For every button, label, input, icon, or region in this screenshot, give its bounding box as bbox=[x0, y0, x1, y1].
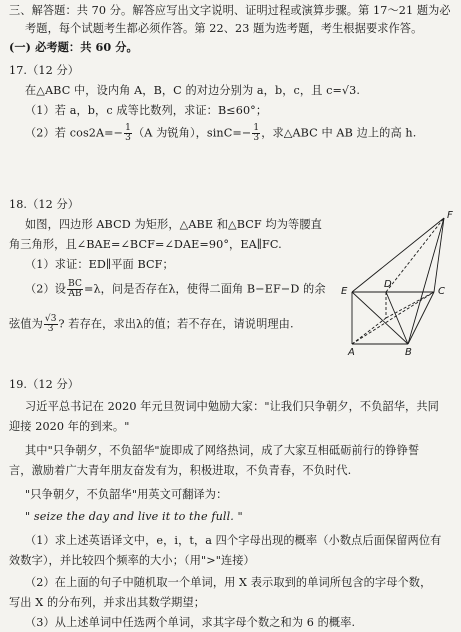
label-A: A bbox=[348, 347, 355, 358]
q18-line5-text-a: 弦值为 bbox=[9, 317, 43, 331]
frac-denominator: 3 bbox=[47, 324, 54, 334]
q18-fraction bbox=[67, 280, 83, 299]
q17-part2 bbox=[25, 124, 416, 143]
q17-fraction-2 bbox=[252, 124, 260, 143]
q19-line2: 迎接 2020 年的到来。" bbox=[9, 420, 130, 433]
label-E: E bbox=[341, 286, 348, 297]
frac-numerator: 1 bbox=[125, 123, 131, 133]
q18-line2: 角三角形，且∠BAE=∠BCF=∠DAE=90°，EA∥FC. bbox=[9, 238, 282, 251]
edge-DC-dashed bbox=[386, 292, 434, 318]
q18-part1: （1）求证：ED∥平面 BCF； bbox=[25, 258, 174, 271]
q19-part1-b: 效数字），并比较四个频率的大小；（用">"连接） bbox=[9, 554, 255, 567]
label-C: C bbox=[438, 286, 445, 297]
q19-english-phrase: " seize the day and live it to the full. " bbox=[25, 510, 243, 523]
frac-denominator: 3 bbox=[253, 133, 260, 143]
q19-line3: 其中"只争朝夕，不负韶华"旋即成了网络热词，成了大家互相砥砺前行的铮铮誓 bbox=[25, 444, 420, 457]
section-instructions-line2: 考题，每个试题考生都必须作答。第 22、23 题为选考题，考生根据要求作答。 bbox=[25, 22, 423, 35]
section-instructions-line1: 三、解答题：共 70 分。解答应写出文字说明、证明过程或演算步骤。第 17～21 题为必 bbox=[9, 4, 451, 17]
q17-part2-text-a: （2）若 cos2A=− bbox=[25, 126, 124, 140]
frac-numerator: √3 bbox=[44, 314, 57, 324]
q18-line5-text-b: ? 若存在，求出λ的值；若不存在，请说明理由. bbox=[58, 317, 294, 331]
q19-part2-b: 写出 X 的分布列，并求出其数学期望； bbox=[9, 596, 205, 609]
q19-line4: 言，激励着广大青年朋友奋发有为，积极进取，不负青春，不负时代. bbox=[9, 464, 352, 477]
q18-part2 bbox=[25, 280, 326, 299]
q19-line1: 习近平总书记在 2020 年元旦贺词中勉励大家："让我们只争朝夕，不负韶华，共同 bbox=[25, 400, 439, 413]
q18-part2-text-b: =λ，问是否存在λ，使得二面角 B−EF−D 的余 bbox=[83, 282, 326, 296]
q17-fraction-1 bbox=[124, 124, 132, 143]
q19-part1-a: （1）求上述英语译文中，e，i，t，a 四个字母出现的概率（小数点后面保留两位有 bbox=[25, 534, 442, 547]
edge-BF bbox=[408, 218, 444, 344]
q18-line1: 如图，四边形 ABCD 为矩形，△ABE 和△BCF 均为等腰直 bbox=[25, 218, 322, 231]
q17-number: 17.（12 分） bbox=[9, 64, 80, 77]
label-B: B bbox=[405, 347, 412, 358]
q18-number: 18.（12 分） bbox=[9, 198, 80, 211]
geometry-figure bbox=[338, 210, 460, 364]
frac-denominator: 3 bbox=[125, 133, 131, 143]
edge-DB bbox=[386, 292, 408, 344]
q17-part2-text-c: ，求△ABC 中 AB 边上的高 h. bbox=[261, 126, 417, 140]
required-section-header: (一) 必考题：共 60 分。 bbox=[9, 40, 138, 54]
frac-numerator: 1 bbox=[253, 123, 260, 133]
q18-fraction-sqrt bbox=[44, 315, 58, 334]
q19-part2-a: （2）在上面的句子中随机取一个单词，用 X 表示取到的单词所包含的字母个数， bbox=[25, 576, 432, 589]
edge-EF bbox=[352, 218, 444, 292]
polyhedron-diagram bbox=[338, 210, 460, 360]
edge-EB bbox=[352, 292, 408, 344]
q19-line5: "只争朝夕，不负韶华"用英文可翻译为： bbox=[25, 488, 228, 501]
q18-line5 bbox=[9, 315, 294, 334]
q17-part1: （1）若 a，b，c 成等比数列，求证：B≤60°； bbox=[25, 104, 268, 117]
q17-part2-text-b: （A 为锐角），sinC=− bbox=[132, 126, 252, 140]
label-F: F bbox=[447, 210, 453, 221]
edge-A-dashed bbox=[352, 318, 386, 344]
edge-AC-dashed bbox=[352, 292, 434, 344]
q17-stem: 在△ABC 中，设内角 A，B，C 的对边分别为 a，b，c，且 c=√3. bbox=[25, 84, 361, 97]
q19-number: 19.（12 分） bbox=[9, 378, 80, 391]
q19-part3: （3）从上述单词中任选两个单词，求其字母个数之和为 6 的概率. bbox=[25, 616, 356, 629]
frac-numerator: BC bbox=[68, 279, 82, 289]
label-D: D bbox=[384, 279, 392, 290]
q18-part2-text-a: （2）设 bbox=[25, 282, 67, 296]
frac-denominator: AB bbox=[68, 289, 82, 299]
